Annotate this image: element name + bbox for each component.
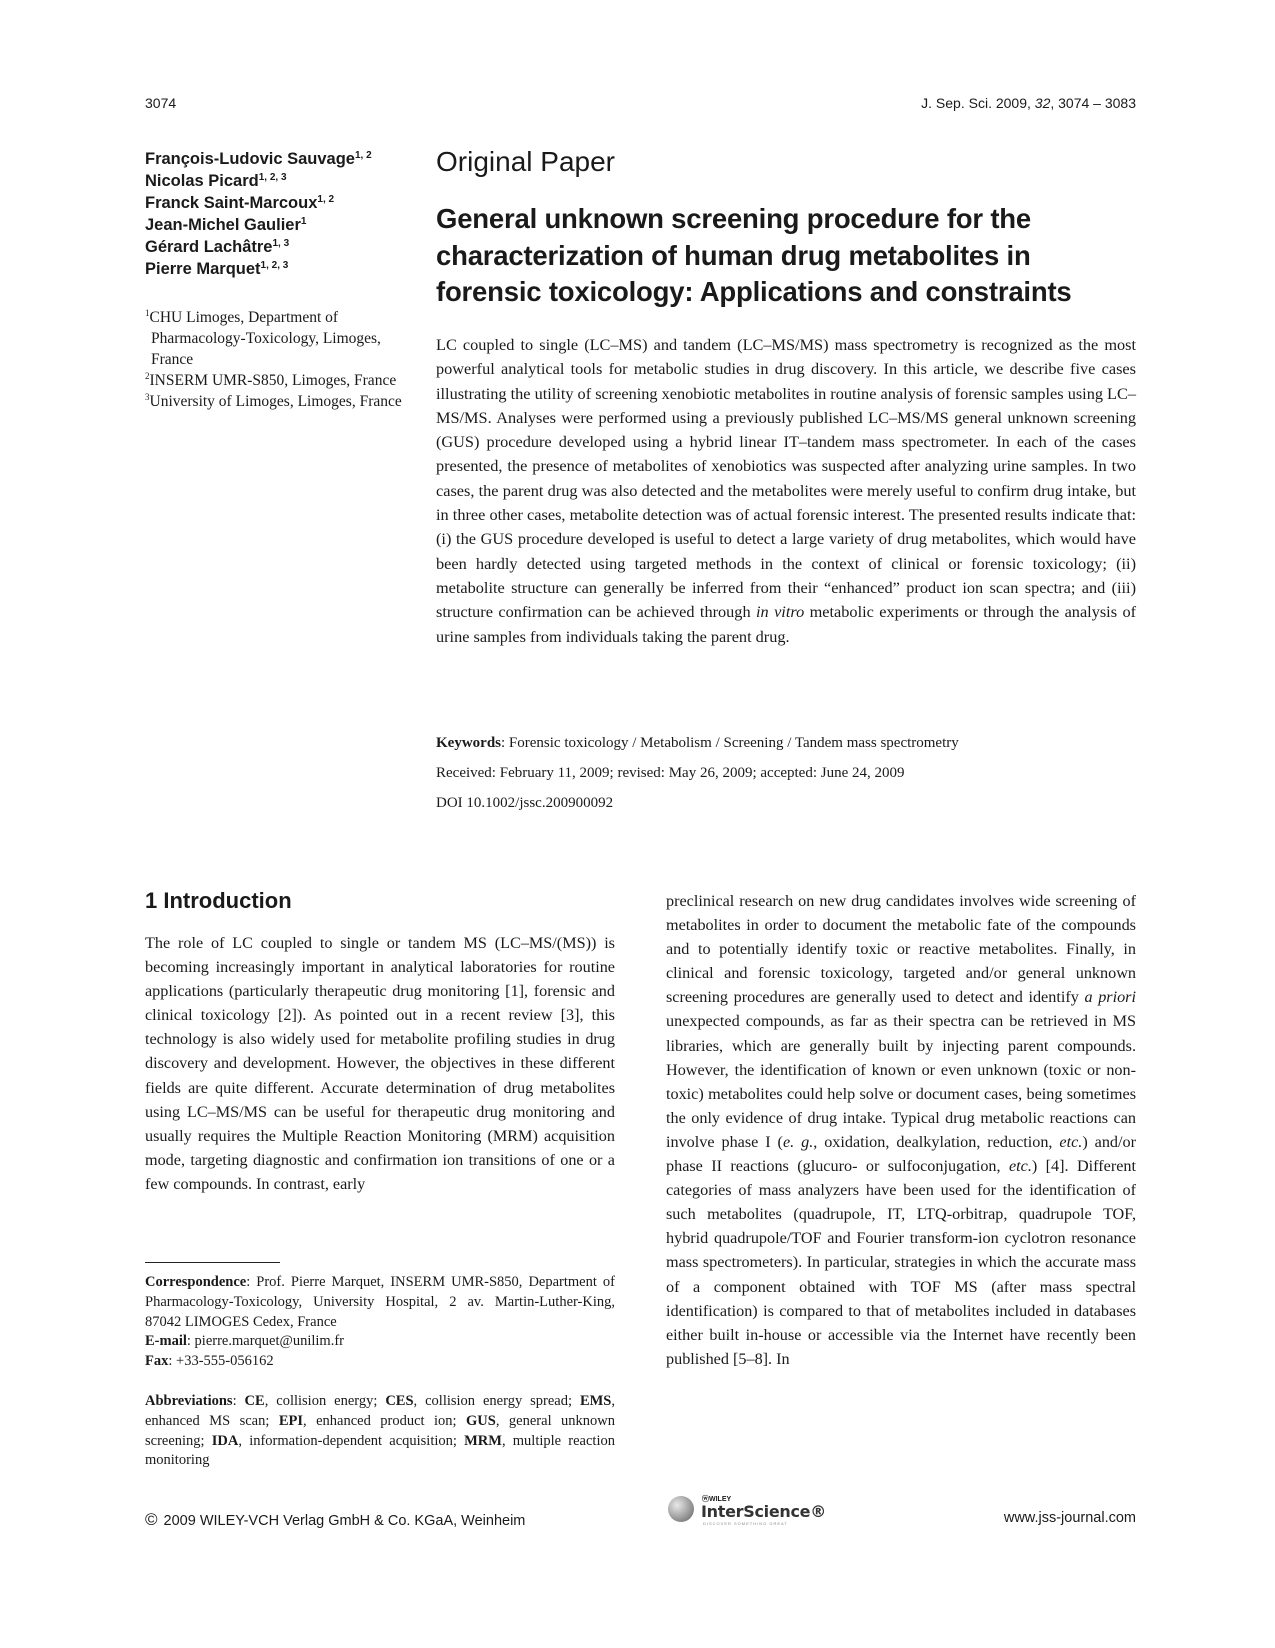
author: Gérard Lachâtre$^{1, 3}$	[145, 238, 290, 256]
journal-url[interactable]: www.jss-journal.com	[1003, 1510, 1136, 1526]
author: Nicolas Picard$^{1, 2, 3}$	[145, 172, 287, 190]
author: Pierre Marquet$^{1, 2, 3}$	[145, 260, 289, 278]
article-type: Original Paper	[436, 146, 615, 177]
journal-name: J. Sep. Sci. 2009,	[921, 95, 1035, 111]
affiliation: $^3$University of Limoges, Limoges, France	[145, 392, 402, 410]
paper-title: General unknown screening procedure for the characterization of human drug metabolites in forensic toxicology: Applications and constraints	[436, 203, 1072, 307]
section-heading: 1 Introduction	[145, 888, 292, 913]
doi[interactable]: DOI 10.1002/jssc.200900092	[436, 795, 614, 811]
copyright-notice: © 2009 WILEY-VCH Verlag GmbH & Co. KGaA, Weinheim	[145, 1510, 526, 1529]
journal-pages: , 3074 – 3083	[1050, 95, 1136, 111]
globe-icon	[668, 1496, 694, 1522]
correspondence-footnote: Correspondence: Prof. Pierre Marquet, INSERM UMR-S850, Department of Pharmacology-Toxicology, University Hospital, 2 av. Martin-Luther-King, 87042 LIMOGES Cedex, France E-mail: pierre.marquet@unilim.fr Fax: +33-555-056162	[145, 1274, 615, 1370]
interscience-logo: ⓦWILEY InterScience® DISCOVER SOMETHING GREAT	[666, 1492, 816, 1528]
body-text-left: The role of LC coupled to single or tandem MS (LC–MS/(MS)) is becoming increasingly important in analytical laboratories for routine applications (particularly therapeutic drug monitoring [1], forensic and clinical toxicology [2]). As pointed out in a recent review [3], this technology is also widely used for metabolite profiling studies in drug discovery and development. However, the objectives in these different fields are quite different. Accurate determination of drug metabolites using LC–MS/MS can be useful for therapeutic drug monitoring and usually requires the Multiple Reaction Monitoring (MRM) acquisition mode, targeting diagnostic and confirmation ion transitions of one or a few compounds. In contrast, early	[145, 934, 615, 1193]
author: Franck Saint-Marcoux$^{1, 2}$	[145, 194, 335, 212]
abstract: LC coupled to single (LC–MS) and tandem (LC–MS/MS) mass spectrometry is recognized as the most powerful analytical tools for metabolic studies in drug discovery. In this article, we describe five cases illustrating the utility of screening xenobiotic metabolites in routine analysis of forensic samples using LC–MS/MS. Analyses were performed using a previously published LC–MS/MS general unknown screening (GUS) procedure developed using a hybrid linear IT–tandem mass spectrometer. In each of the cases presented, the presence of metabolites of xenobiotics was suspected after analyzing urine samples. In two cases, the parent drug was also detected and the metabolites were merely useful to confirm drug intake, but in three other cases, metabolite detection was of actual forensic interest. The presented results indicate that: (i) the GUS procedure developed is useful to detect a large variety of drug metabolites, which would have been hardly detected using targeted methods in the context of clinical or forensic toxicology; (ii) metabolite structure can generally be inferred from their “enhanced” product ion scan spectra; and (iii) structure confirmation can be achieved through in vitro metabolic experiments or through the analysis of urine samples from individuals taking the parent drug.	[436, 335, 1137, 646]
received-dates: Received: February 11, 2009; revised: May 26, 2009; accepted: June 24, 2009	[436, 765, 905, 781]
affiliation: $^1$CHU Limoges, Department of Pharmacology-Toxicology, Limoges, France	[145, 308, 381, 368]
footnote-divider	[145, 1262, 280, 1263]
email-link[interactable]: : pierre.marquet@unilim.fr	[186, 1333, 344, 1350]
affiliation: $^2$INSERM UMR-S850, Limoges, France	[145, 371, 397, 389]
journal-citation	[921, 95, 1136, 111]
journal-volume: 32	[1034, 95, 1051, 111]
keywords: Keywords: Forensic toxicology / Metabolism / Screening / Tandem mass spectrometry	[436, 735, 959, 751]
author: François-Ludovic Sauvage$^{1, 2}$	[145, 150, 372, 168]
affiliation-list	[145, 307, 410, 412]
copyright-icon: ©	[145, 1510, 158, 1529]
body-text-right: preclinical research on new drug candidates involves wide screening of metabolites in order to document the metabolic fate of the compounds and to potentially identify toxic or reactive metabolites. Finally, in clinical and forensic toxicology, targeted and/or general unknown screening procedures are generally used to detect and identify a priori unexpected compounds, as far as their spectra can be retrieved in MS libraries, which are generally built by injecting parent compounds. However, the identification of known or even unknown (toxic or non-toxic) metabolites could help solve or document cases, being sometimes the only evidence of drug intake. Typical drug metabolic reactions can involve phase I (e. g., oxidation, dealkylation, reduction, etc.) and/or phase II reactions (glucuro- or sulfoconjugation, etc.) [4]. Different categories of mass analyzers have been used for the identification of such metabolites (quadrupole, IT, LTQ-orbitrap, quadrupole TOF, hybrid quadrupole/TOF and Fourier transform-ion cyclotron resonance mass spectrometers). In particular, strategies in which the accurate mass of a component obtained with TOF MS (after mass spectral identification) is compared to that of metabolites included in databases either built in-house or accessible via the Internet have recently been published [5–8]. In	[666, 892, 1137, 1368]
page-number: 3074	[145, 95, 177, 111]
abbreviations-footnote: Abbreviations: CE, collision energy; CES, collision energy spread; EMS, enhanced MS scan; EPI, enhanced product ion; GUS, general unknown screening; IDA, information-dependent acquisition; MRM, multiple reaction monitoring	[145, 1393, 616, 1469]
author-list	[145, 148, 415, 280]
author: Jean-Michel Gaulier$^1$	[145, 216, 307, 234]
